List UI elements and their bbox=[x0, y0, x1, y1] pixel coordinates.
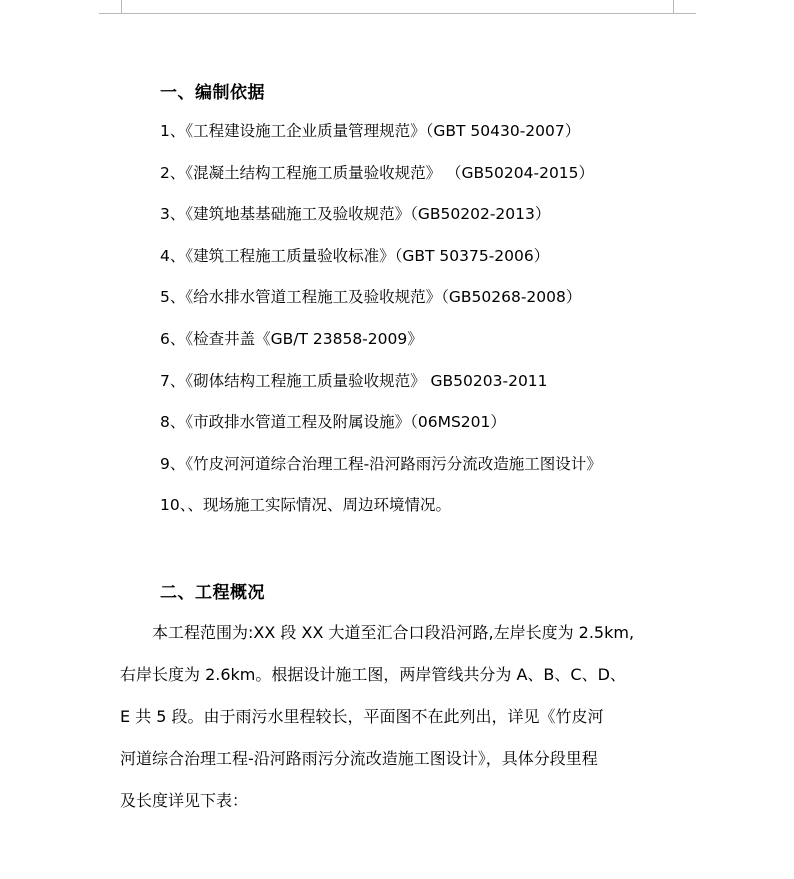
reference-item: 1、《工程建设施工企业质量管理规范》（GBT 50430-2007） bbox=[160, 122, 581, 140]
overview-paragraph-line: 右岸长度为 2.6km。根据设计施工图，两岸管线共分为 A、B、C、D、 bbox=[120, 665, 626, 684]
overview-paragraph-line: E 共 5 段。由于雨污水里程较长，平面图不在此列出，详见《竹皮河 bbox=[120, 707, 604, 726]
overview-paragraph-line: 河道综合治理工程-沿河路雨污分流改造施工图设计》，具体分段里程 bbox=[120, 749, 598, 768]
reference-item: 7、《砌体结构工程施工质量验收规范》 GB50203-2011 bbox=[160, 371, 548, 390]
section-heading-overview: 二、工程概况 bbox=[160, 583, 265, 603]
page-corner-mark-left bbox=[99, 0, 122, 14]
reference-item: 10、、现场施工实际情况、周边环境情况。 bbox=[160, 496, 451, 515]
reference-item: 2、《混凝土结构工程施工质量验收规范》 （GB50204-2015） bbox=[160, 163, 595, 182]
reference-item: 5、《给水排水管道工程施工及验收规范》（GB50268-2008） bbox=[160, 288, 582, 307]
reference-item: 3、《建筑地基基础施工及验收规范》（GB50202-2013） bbox=[160, 205, 551, 224]
overview-paragraph-line: 本工程范围为:XX 段 XX 大道至汇合口段沿河路,左岸长度为 2.5km, bbox=[120, 623, 635, 642]
reference-item: 9、《竹皮河河道综合治理工程-沿河路雨污分流改造施工图设计》 bbox=[160, 454, 602, 473]
reference-item: 8、《市政排水管道工程及附属设施》（06MS201） bbox=[160, 413, 506, 432]
reference-list bbox=[160, 119, 602, 535]
overview-paragraph-line: 及长度详见下表： bbox=[120, 791, 249, 810]
header-rule bbox=[121, 13, 673, 14]
reference-item: 6、《检查井盖《GB/T 23858-2009》 bbox=[160, 329, 423, 348]
reference-item: 4、《建筑工程施工质量验收标准》（GBT 50375-2006） bbox=[160, 246, 550, 265]
section-heading-basis: 一、编制依据 bbox=[160, 83, 265, 103]
page-corner-mark-right bbox=[673, 0, 696, 14]
